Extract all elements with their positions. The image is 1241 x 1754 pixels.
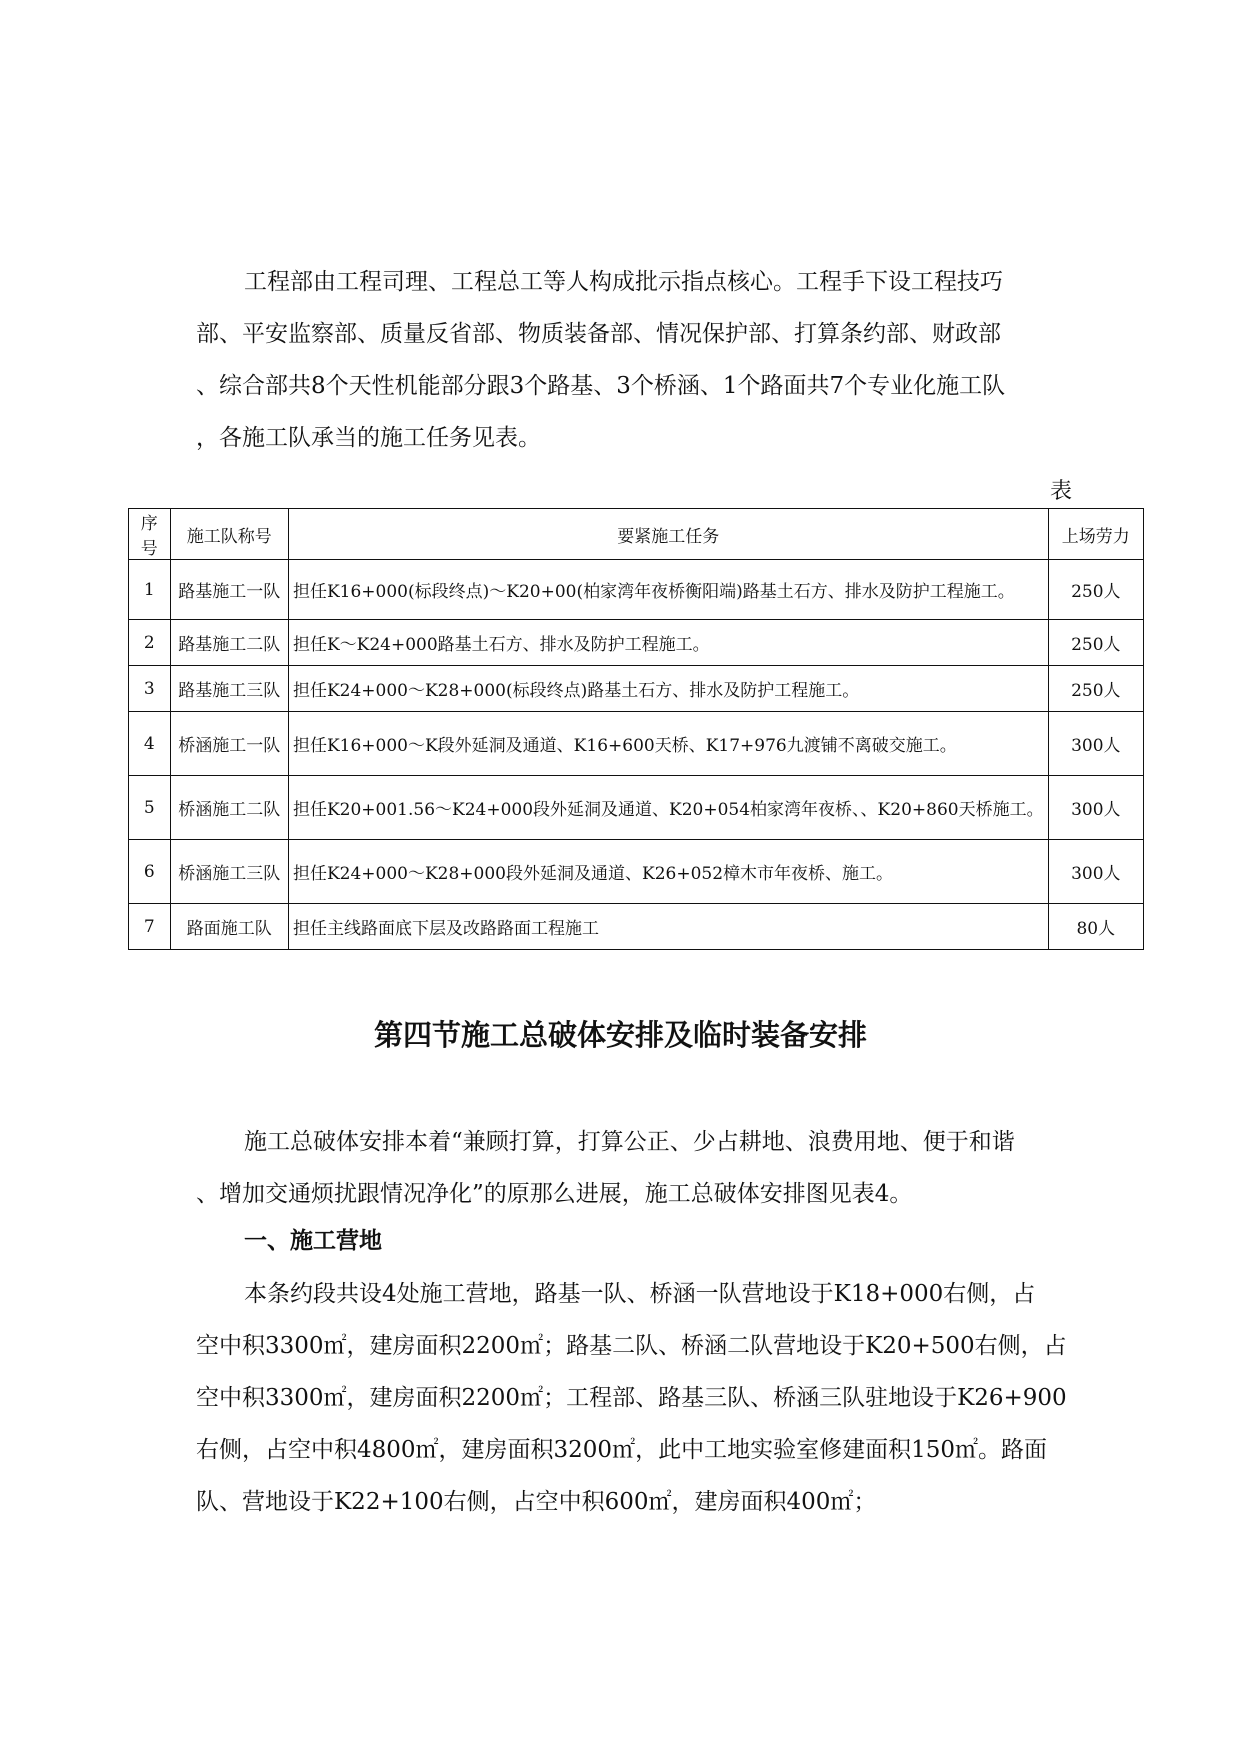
row-team: 路基施工一队 xyxy=(170,560,288,620)
row-task: 担任K～K24+000路基土石方、排水及防护工程施工。 xyxy=(288,620,1048,666)
row-task: 担任K20+001.56～K24+000段外延洞及通道、K20+054柏家湾年夜桥、、K20+860天桥施工。 xyxy=(288,776,1048,840)
row-team: 桥涵施工一队 xyxy=(170,712,288,776)
row-labor: 300人 xyxy=(1048,776,1143,840)
table-row xyxy=(129,904,1144,950)
table-caption: 表 xyxy=(1050,479,1073,504)
row-labor: 80人 xyxy=(1048,904,1143,950)
table-row xyxy=(129,712,1144,776)
row-team: 路基施工二队 xyxy=(170,620,288,666)
row-index: 6 xyxy=(129,840,171,904)
row-labor: 300人 xyxy=(1048,712,1143,776)
row-index: 3 xyxy=(129,666,171,712)
row-labor: 250人 xyxy=(1048,666,1143,712)
section-title: 第四节施工总破体安排及临时装备安排 xyxy=(373,1018,867,1052)
camp-line: 空中积3300㎡，建房面积2200㎡；工程部、路基三队、桥涵三队驻地设于K26+900 xyxy=(196,1385,1067,1411)
section-intro-paragraph xyxy=(196,1116,1066,1220)
row-task: 担任主线路面底下层及改路路面工程施工 xyxy=(288,904,1048,950)
header-task: 要紧施工任务 xyxy=(288,509,1048,560)
row-labor: 250人 xyxy=(1048,620,1143,666)
intro-line: 、综合部共8个天性机能部分跟3个路基、3个桥涵、1个路面共7个专业化施工队 xyxy=(196,373,1006,399)
camp-paragraph xyxy=(196,1268,1066,1528)
row-team: 桥涵施工二队 xyxy=(170,776,288,840)
task-table xyxy=(128,508,1144,950)
row-labor: 300人 xyxy=(1048,840,1143,904)
camp-line: 本条约段共设4处施工营地，路基一队、桥涵一队营地设于K18+000右侧，占 xyxy=(244,1281,1036,1307)
table-header-row xyxy=(129,509,1144,560)
table-row xyxy=(129,620,1144,666)
row-team: 路基施工三队 xyxy=(170,666,288,712)
camp-line: 空中积3300㎡，建房面积2200㎡；路基二队、桥涵二队营地设于K20+500右侧，占 xyxy=(196,1333,1067,1359)
row-index: 1 xyxy=(129,560,171,620)
table-row xyxy=(129,560,1144,620)
row-index: 2 xyxy=(129,620,171,666)
row-index: 5 xyxy=(129,776,171,840)
row-index: 7 xyxy=(129,904,171,950)
row-task: 担任K24+000～K28+000段外延洞及通道、K26+052樟木市年夜桥、施工。 xyxy=(288,840,1048,904)
row-team: 路面施工队 xyxy=(170,904,288,950)
intro-paragraph xyxy=(196,256,1066,464)
camp-line: 队、营地设于K22+100右侧，占空中积600㎡，建房面积400㎡； xyxy=(196,1489,877,1515)
subheading-camp: 一、施工营地 xyxy=(244,1228,382,1254)
intro-line: 工程部由工程司理、工程总工等人构成批示指点核心。工程手下设工程技巧 xyxy=(244,269,1003,295)
section-intro-line: 、增加交通烦扰跟情况净化”的原那么进展，施工总破体安排图见表4。 xyxy=(196,1181,913,1207)
row-team: 桥涵施工三队 xyxy=(170,840,288,904)
header-team: 施工队称号 xyxy=(170,509,288,560)
table-row xyxy=(129,776,1144,840)
table-row xyxy=(129,840,1144,904)
row-task: 担任K16+000～K段外延洞及通道、K16+600天桥、K17+976九渡铺不离破交施工。 xyxy=(288,712,1048,776)
table-row xyxy=(129,666,1144,712)
row-task: 担任K24+000～K28+000(标段终点)路基土石方、排水及防护工程施工。 xyxy=(288,666,1048,712)
row-task: 担任K16+000(标段终点)～K20+00(柏家湾年夜桥衡阳端)路基土石方、排水及防护工程施工。 xyxy=(288,560,1048,620)
header-index: 序号 xyxy=(129,509,171,560)
section-intro-line: 施工总破体安排本着“兼顾打算，打算公正、少占耕地、浪费用地、便于和谐 xyxy=(244,1129,1015,1155)
row-labor: 250人 xyxy=(1048,560,1143,620)
row-index: 4 xyxy=(129,712,171,776)
header-labor: 上场劳力 xyxy=(1048,509,1143,560)
intro-line: 部、平安监察部、质量反省部、物质装备部、情况保护部、打算条约部、财政部 xyxy=(196,321,1001,347)
intro-line: ，各施工队承当的施工任务见表。 xyxy=(196,425,541,451)
camp-line: 右侧，占空中积4800㎡，建房面积3200㎡，此中工地实验室修建面积150㎡。路面 xyxy=(196,1437,1047,1463)
